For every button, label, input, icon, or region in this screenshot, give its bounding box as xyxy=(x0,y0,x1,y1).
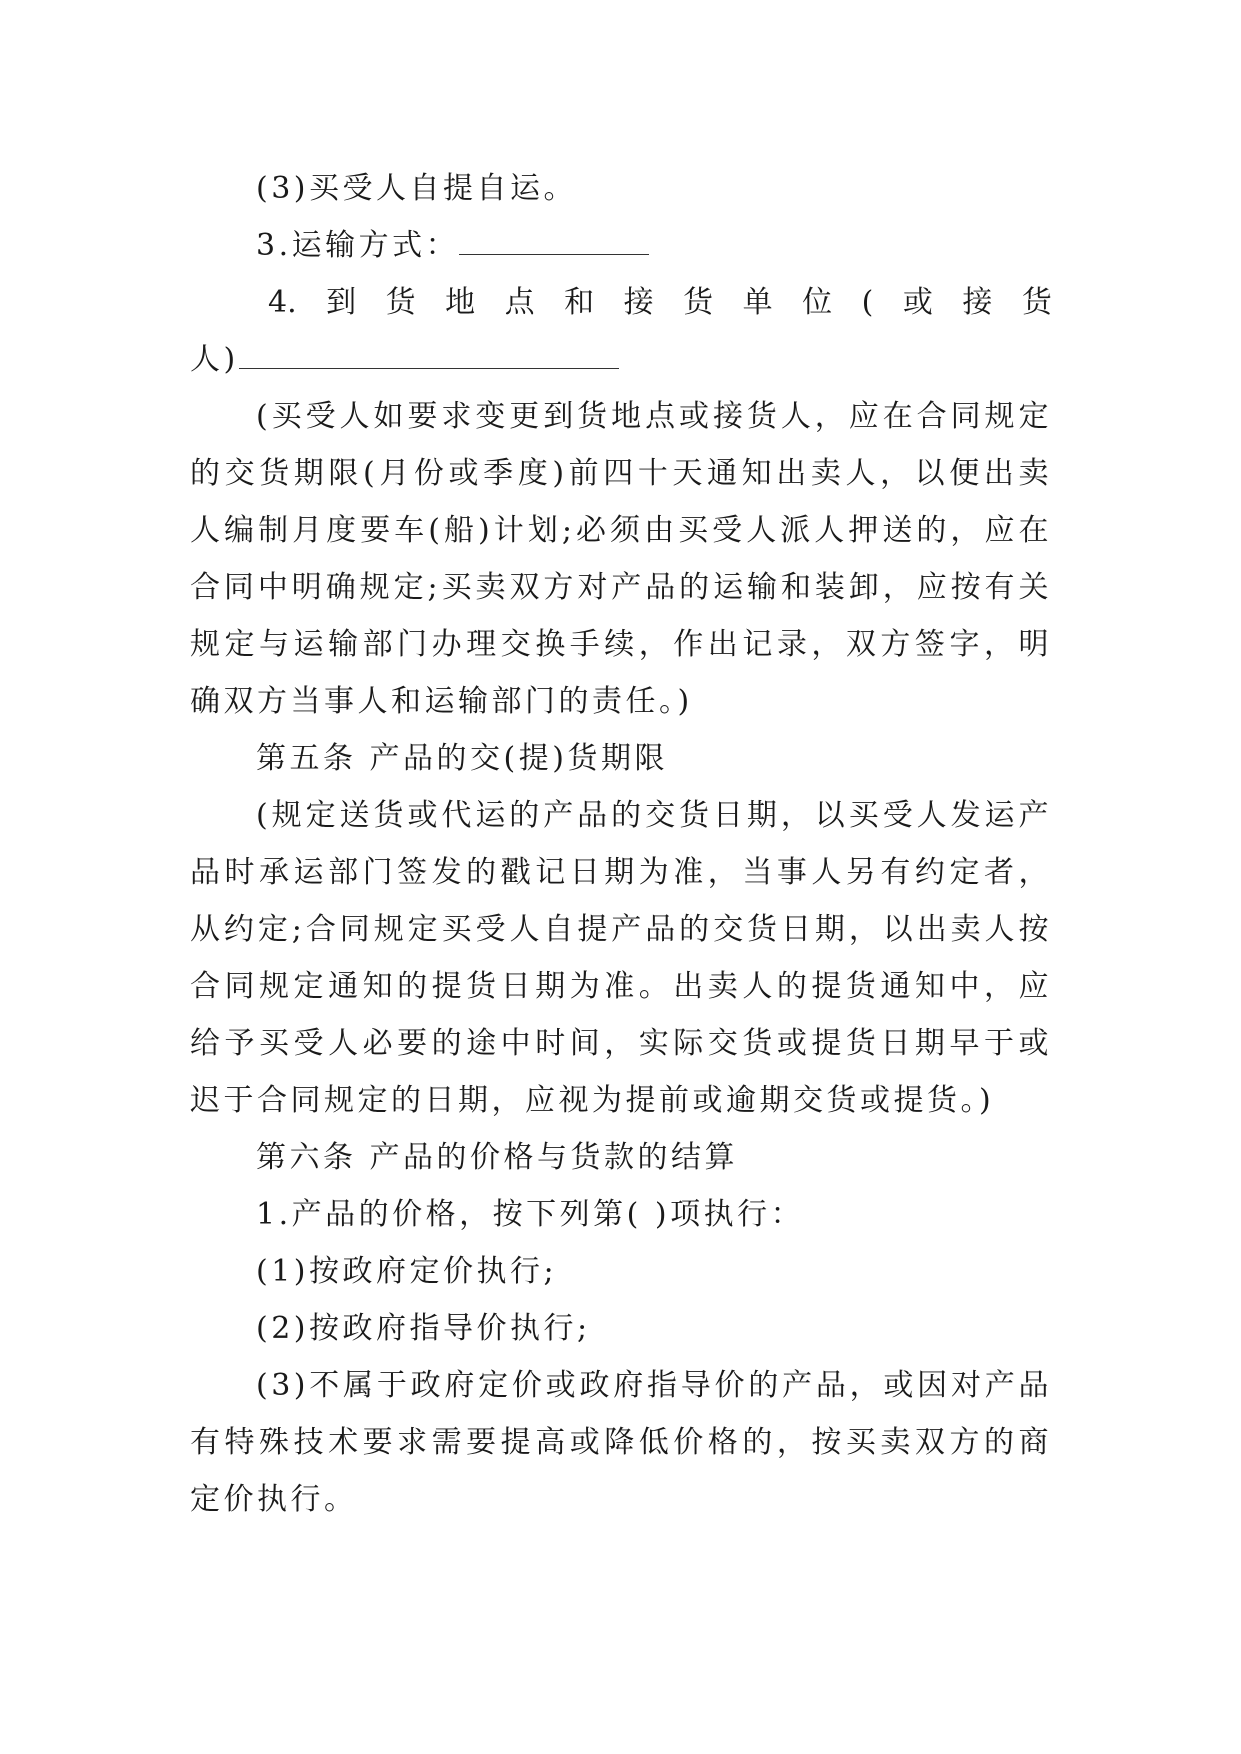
spread-char: 接 xyxy=(623,285,654,320)
paragraph-text: (买受人如要求变更到货地点或接货人，应在合同规定的交货期限(月份或季度)前四十天通知出卖人，以便出卖人编制月度要车(船)计划;必须由买受人派人押送的，应在合同中明确规定;买卖双方对产品的运输和装卸，应按有关规定与运输部门办理交换手续，作出记录，双方签字，明确双方当事人和运输部门的责任。) xyxy=(190,399,1052,719)
transport-method-label: 3.运输方式： xyxy=(256,228,460,263)
delivery-location-continuation: 人) xyxy=(190,342,239,377)
spread-char: ( xyxy=(861,285,874,320)
spread-char: 和 xyxy=(564,285,595,320)
transport-method-blank[interactable] xyxy=(459,232,649,255)
paragraph-text: (规定送货或代运的产品的交货日期，以买受人发运产品时承运部门签发的戳记日期为准，当事人另有约定者，从约定;合同规定买受人自提产品的交货日期，以出卖人按合同规定通知的提货日期为准。出卖人的提货通知中，应给予买受人必要的途中时间，实际交货或提货日期早于或迟于合同规定的日期，应视为提前或逾期交货或提货。) xyxy=(190,798,1052,1118)
paragraph-price-options xyxy=(190,1186,1052,1243)
paragraph-self-pickup xyxy=(190,160,1052,217)
paragraph-text: (2)按政府指导价执行; xyxy=(256,1311,591,1346)
spread-char: 或 xyxy=(902,285,933,320)
delivery-location-blank[interactable] xyxy=(239,346,619,369)
paragraph-text: (3)不属于政府定价或政府指导价的产品，或因对产品有特殊技术要求需要提高或降低价格的，按买卖双方的商定价执行。 xyxy=(190,1368,1052,1517)
paragraph-delivery-location-line2 xyxy=(190,331,1052,388)
article-six-heading xyxy=(190,1129,1052,1186)
spread-char: 货 xyxy=(385,285,416,320)
paragraph-government-price xyxy=(190,1243,1052,1300)
paragraph-delivery-date xyxy=(190,787,1052,1129)
spread-char: 4. xyxy=(268,285,297,320)
spread-char: 货 xyxy=(683,285,714,320)
paragraph-text: (1)按政府定价执行; xyxy=(256,1254,558,1289)
spread-char: 货 xyxy=(1021,285,1052,320)
delivery-location-spread-text xyxy=(268,274,1052,331)
article-five-heading xyxy=(190,730,1052,787)
spread-char: 位 xyxy=(802,285,833,320)
spread-char: 地 xyxy=(445,285,476,320)
spread-char: 点 xyxy=(504,285,535,320)
paragraph-text: (3)买受人自提自运。 xyxy=(256,171,577,206)
paragraph-transport-method xyxy=(190,217,1052,274)
spread-char: 单 xyxy=(742,285,773,320)
paragraph-negotiated-price xyxy=(190,1357,1052,1528)
heading-text: 第六条 产品的价格与货款的结算 xyxy=(256,1140,739,1175)
paragraph-government-guided-price xyxy=(190,1300,1052,1357)
paragraph-text: 1.产品的价格，按下列第( )项执行： xyxy=(256,1197,805,1232)
spread-char: 接 xyxy=(962,285,993,320)
paragraph-delivery-location-line1 xyxy=(190,274,1052,331)
paragraph-change-notice xyxy=(190,388,1052,730)
spread-char: 到 xyxy=(326,285,357,320)
heading-text: 第五条 产品的交(提)货期限 xyxy=(256,741,668,776)
